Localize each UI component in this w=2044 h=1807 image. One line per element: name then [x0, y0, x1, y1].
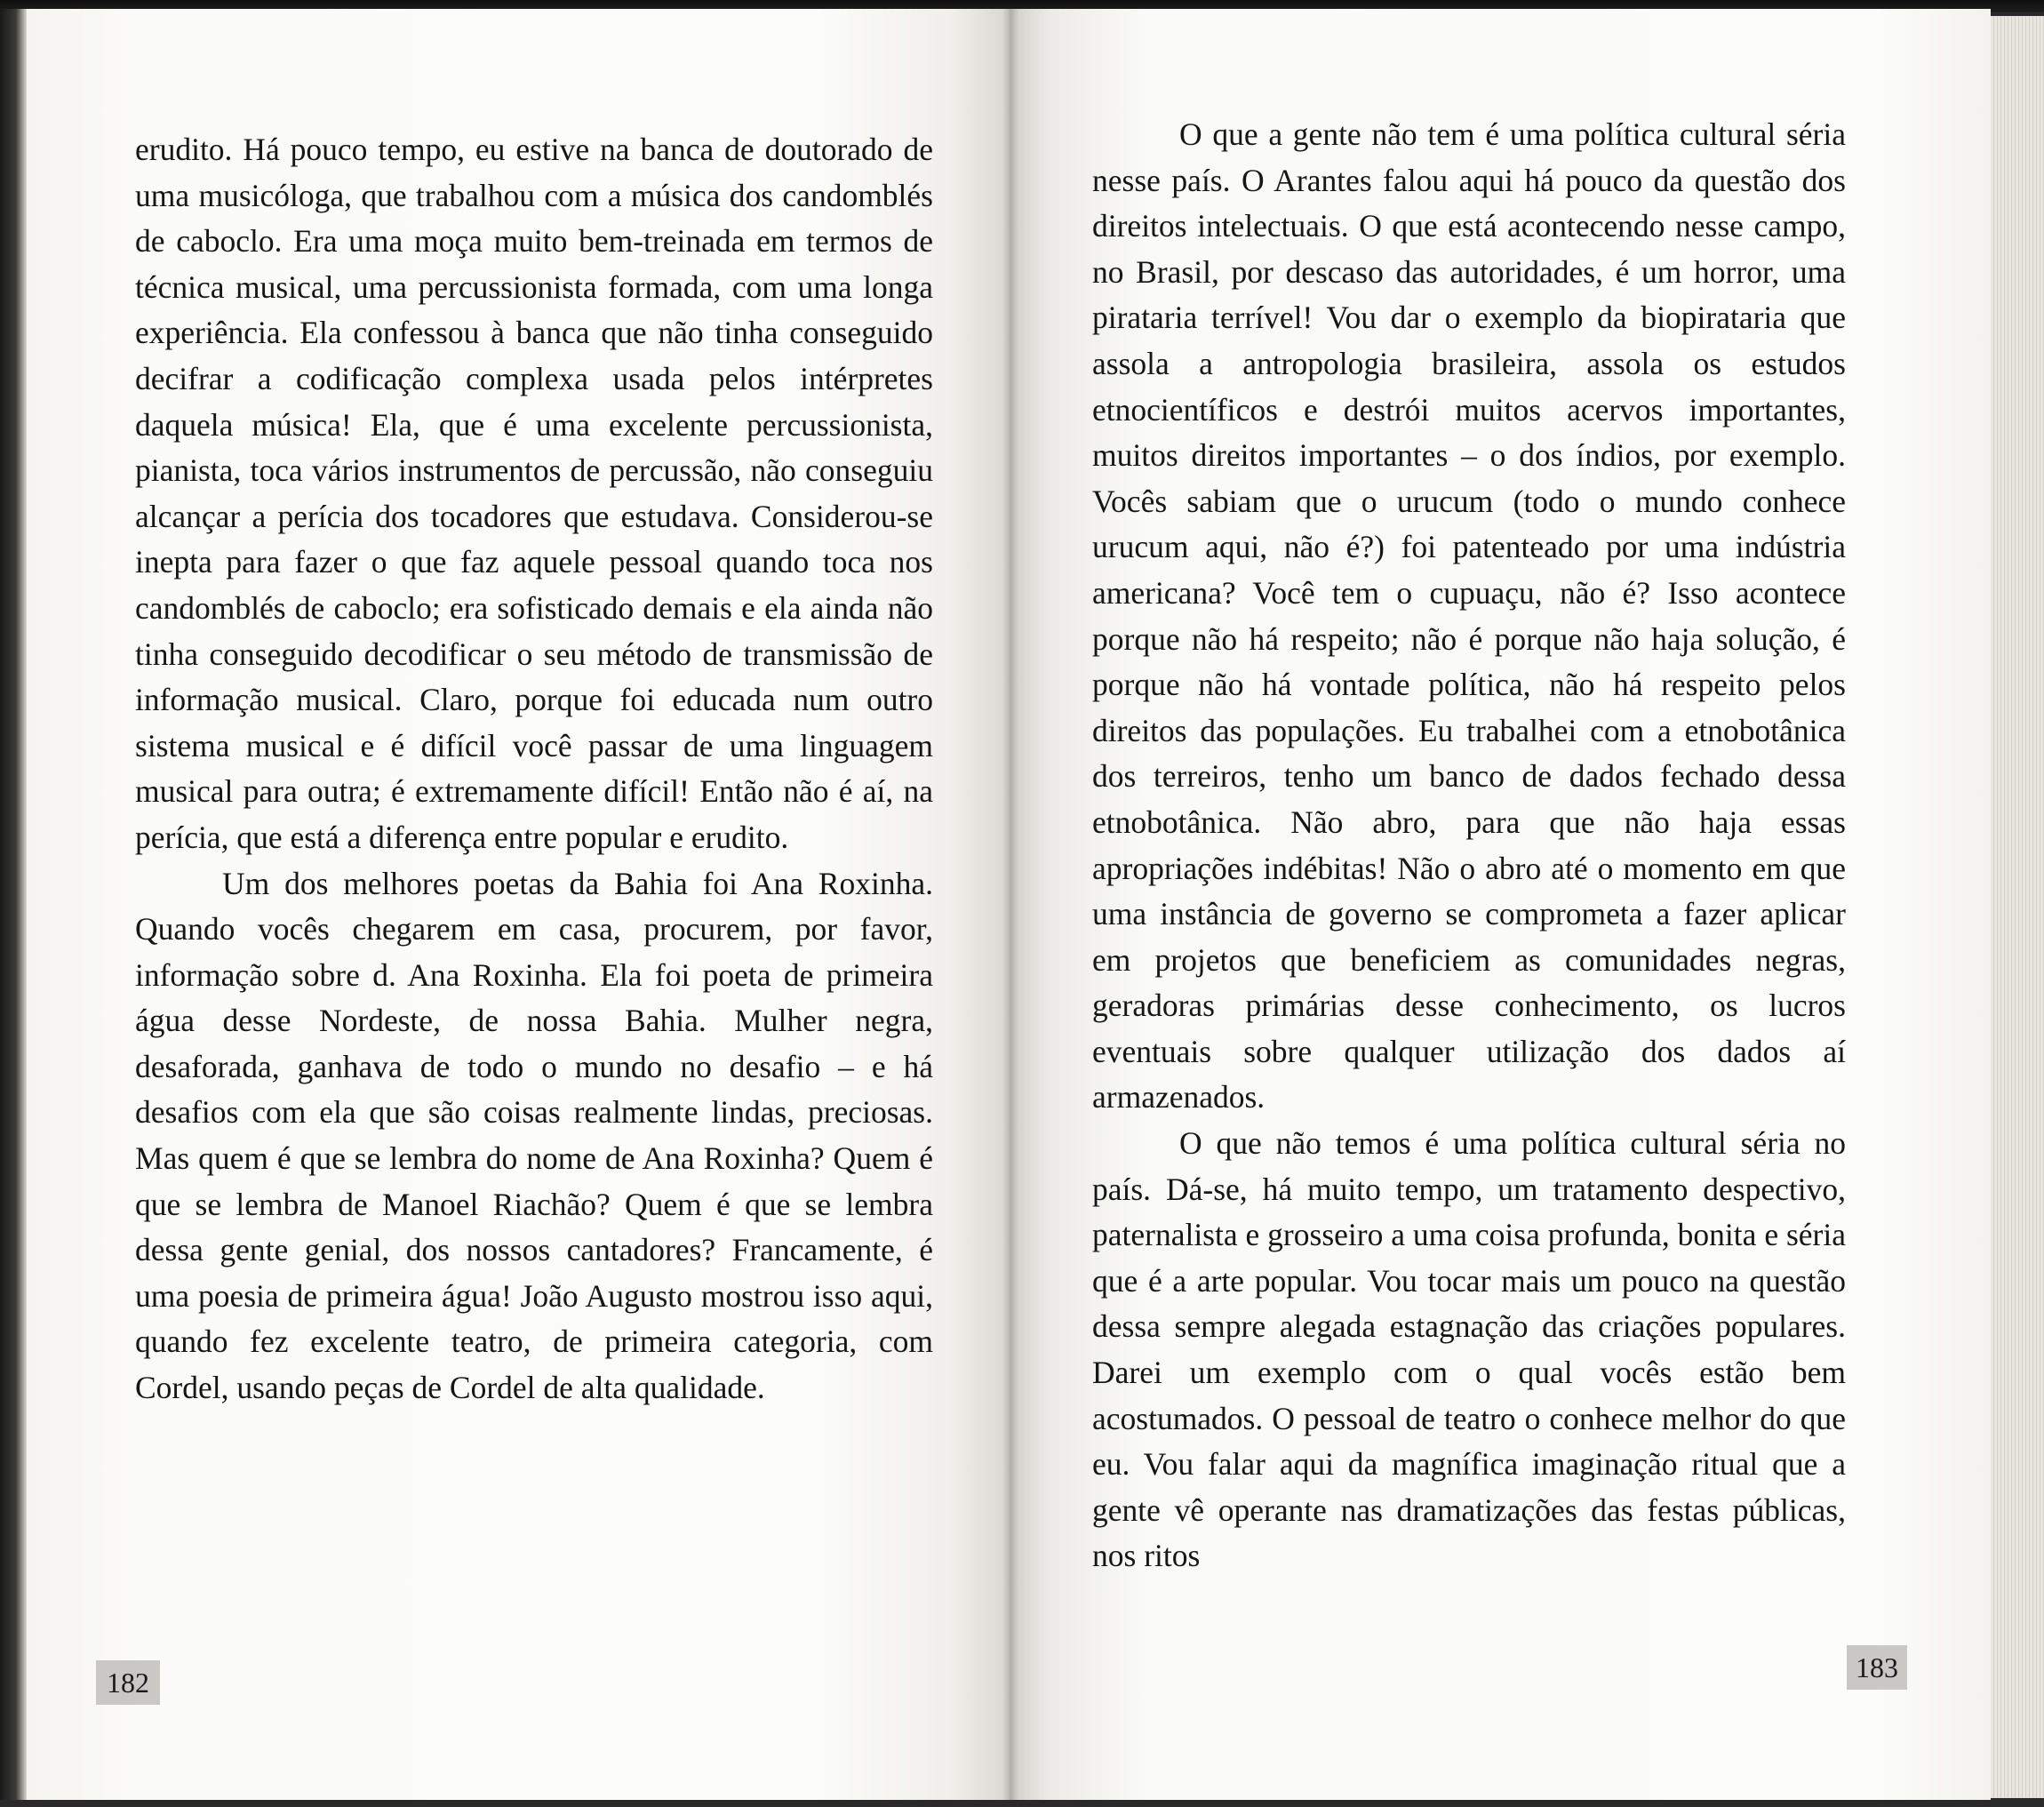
left-page-text: [135, 127, 933, 1411]
right-paragraph-1: O que a gente não tem é uma política cultural séria nesse país. O Arantes falou aqui há pouco da questão dos direitos intelectuais. O que está acontecendo nesse campo, no Brasil, por descaso das autoridades, é um horror, uma pirataria terrível! Vou dar o exemplo da biopirataria que assola a antropologia brasileira, assola os estudos etnocientíficos e destrói muitos acervos importantes, muitos direitos importantes – o dos índios, por exemplo. Vocês sabiam que o urucum (todo o mundo conhece urucum aqui, não é?) foi patenteado por uma indústria americana? Você tem o cupuaçu, não é? Isso acontece porque não há respeito; não é porque não haja solução, é porque não há vontade política, não há respeito pelos direitos das populações. Eu trabalhei com a etnobotânica dos terreiros, tenho um banco de dados fechado dessa etnobotânica. Não abro, para que não haja essas apropriações indébitas! Não o abro até o momento em que uma instância de governo se comprometa a fazer aplicar em projetos que beneficiem as comunidades negras, geradoras primárias desse conhecimento, os lucros eventuais sobre qualquer utilização dos dados aí armazenados.: [1092, 116, 1846, 1115]
book-left-edge: [0, 9, 27, 1800]
page-number-right: 183: [1847, 1645, 1907, 1690]
page-number-left: 182: [96, 1660, 160, 1705]
left-paragraph-2: Um dos melhores poetas da Bahia foi Ana Roxinha. Quando vocês chegarem em casa, procurem, por favor, informação sobre d. Ana Roxinha. Ela foi poeta de primeira água desse Nordeste, de nossa Bahia. Mulher negra, desaforada, ganhava de todo o mundo no desafio – e há desafios com ela que são coisas realmente lindas, preciosas. Mas quem é que se lembra do nome de Ana Roxinha? Quem é que se lembra de Manoel Riachão? Quem é que se lembra dessa gente genial, dos nossos cantadores? Francamente, é uma poesia de primeira água! João Augusto mostrou isso aqui, quando fez excelente teatro, de primeira categoria, com Cordel, usando peças de Cordel de alta qualidade.: [135, 865, 933, 1406]
right-paragraph-2: O que não temos é uma política cultural séria no país. Dá-se, há muito tempo, um tratamento despectivo, paternalista e grosseiro a uma coisa profunda, bonita e séria que é a arte popular. Vou tocar mais um pouco na questão dessa sempre alegada estagnação das criações populares. Darei um exemplo com o qual vocês estão bem acostumados. O pessoal de teatro o conhece melhor do que eu. Vou falar aqui da magnífica imaginação ritual que a gente vê operante nas dramatizações das festas públicas, nos ritos: [1092, 1125, 1846, 1574]
book-gutter: [1002, 9, 1018, 1800]
right-page-text: [1092, 112, 1846, 1579]
book-fore-edge: [1991, 16, 2044, 1798]
left-paragraph-1: erudito. Há pouco tempo, eu estive na banca de doutorado de uma musicóloga, que trabalhou com a música dos candomblés de caboclo. Era uma moça muito bem-treinada em termos de técnica musical, uma percussionista formada, com uma longa experiência. Ela confessou à banca que não tinha conseguido decifrar a codificação complexa usada pelos intérpretes daquela música! Ela, que é uma excelente percussionista, pianista, toca vários instrumentos de percussão, não conseguiu alcançar a perícia dos tocadores que estudava. Considerou-se inepta para fazer o que faz aquele pessoal quando toca nos candomblés de caboclo; era sofisticado demais e ela ainda não tinha conseguido decodificar o seu método de transmissão de informação musical. Claro, porque foi educada num outro sistema musical e é difícil você passar de uma linguagem musical para outra; é extremamente difícil! Então não é aí, na perícia, que está a diferença entre popular e erudito.: [135, 132, 933, 855]
